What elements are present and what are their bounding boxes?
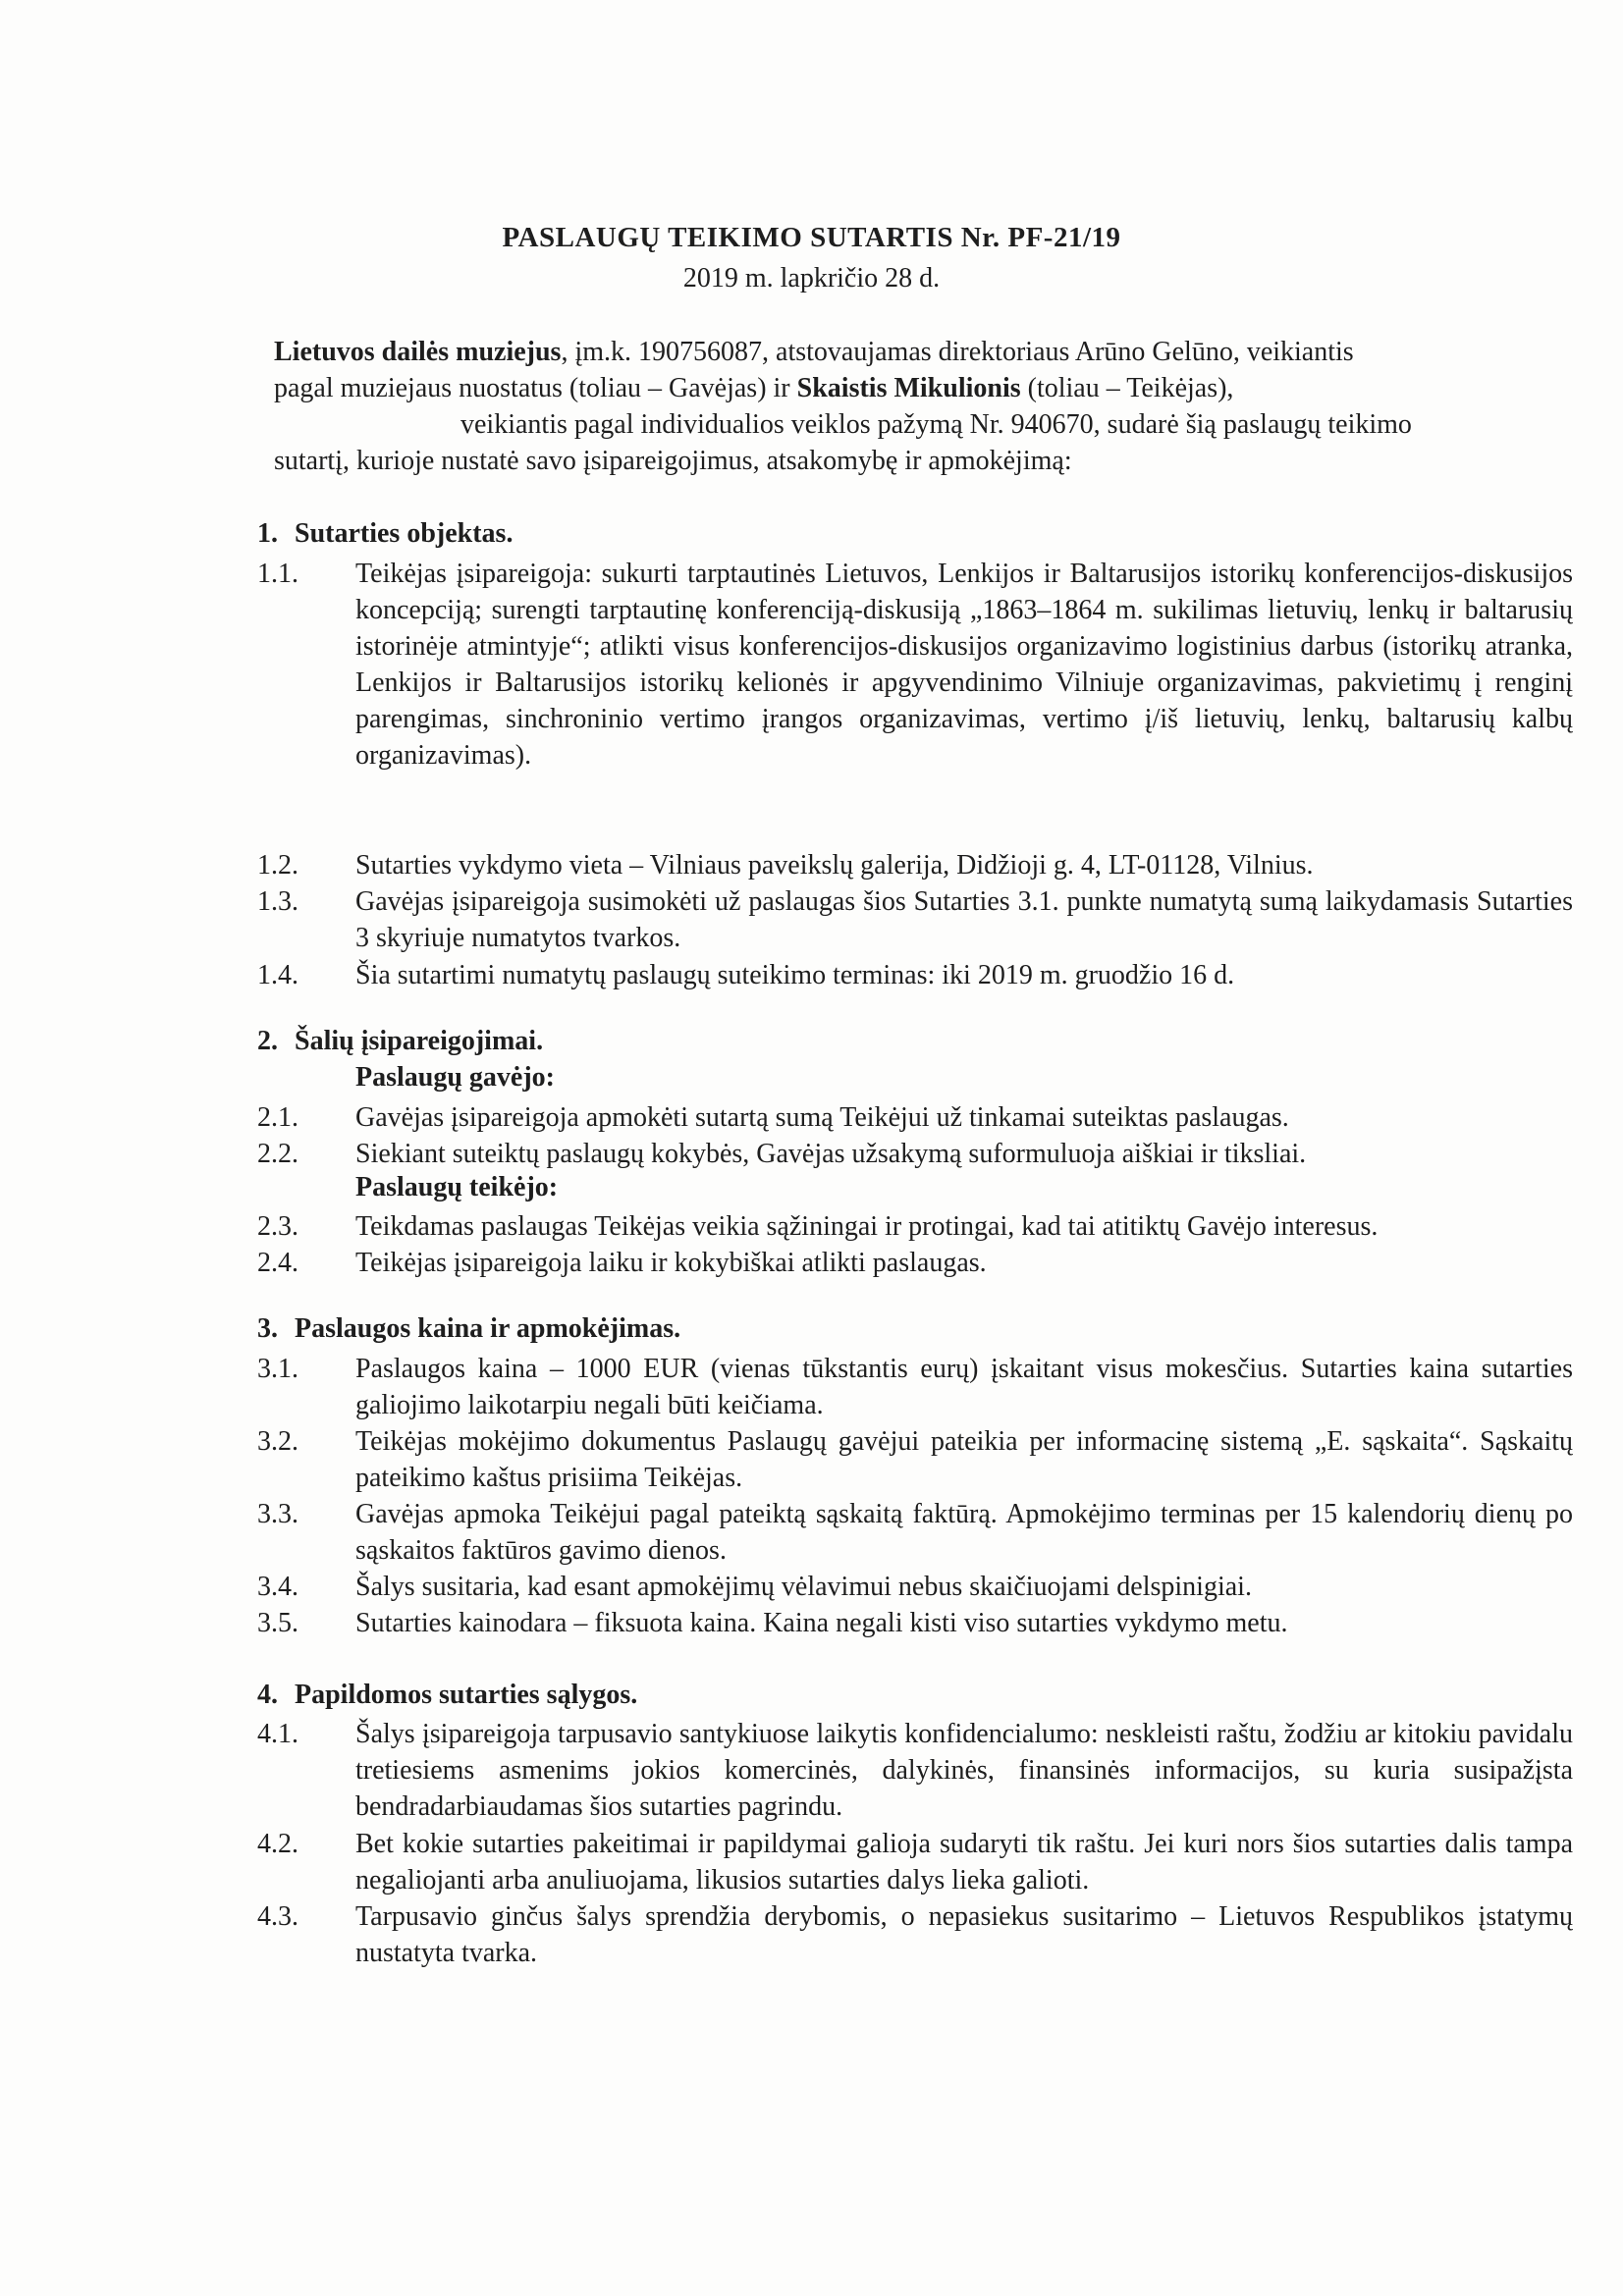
clause: 4.3. Tarpusavio ginčus šalys sprendžia derybomis, o nepasiekus susitarimo – Lietuvos Respublikos įstatymų nustatyta tvarka.	[257, 1901, 1573, 1968]
clause: 1.3. Gavėjas įsipareigoja susimokėti už paslaugas šios Sutarties 3.1. punkte numatytą sumą laikydamasis Sutarties 3 skyriuje numatytos tvarkos.	[257, 886, 1573, 953]
contract-title: PASLAUGŲ TEIKIMO SUTARTIS Nr. PF-21/19	[502, 222, 1121, 253]
clause: 4.1. Šalys įsipareigoja tarpusavio santykiuose laikytis konfidencialumo: neskleisti raštu, žodžiu ar kitokiu pavidalu tretiesiems asmenims jokios komercinės, dalykinės, finansinės informacijos, su kuria susipažįsta bendradarbiaudamas šios sutarties pagrindu.	[257, 1719, 1573, 1822]
intro-line-2-start: pagal muziejaus nuostatus (toliau – Gavėjas) ir	[274, 373, 797, 403]
clause: 3.1. Paslaugos kaina – 1000 EUR (vienas tūkstantis eurų) įskaitant visus mokesčius. Sutarties kaina sutarties galiojimo laikotarpiu negali būti keičiama.	[257, 1354, 1573, 1420]
contract-date: 2019 m. lapkričio 28 d.	[682, 263, 941, 294]
clause: 4.2. Bet kokie sutarties pakeitimai ir papildymai galioja sudaryti tik raštu. Jei kuri nors šios sutarties dalis tampa negaliojanti arba anuliuojama, likusios sutarties dalys lieka galioti.	[257, 1829, 1573, 1896]
section-heading: 1. Sutarties objektas.	[257, 518, 514, 549]
clause: 3.5. Sutarties kainodara – fiksuota kaina. Kaina negali kisti viso sutarties vykdymo metu.	[257, 1608, 1288, 1638]
clause: 2.4. Teikėjas įsipareigoja laiku ir kokybiškai atlikti paslaugas.	[257, 1248, 987, 1278]
intro-line-1	[274, 334, 1575, 370]
subheading-recipient: Paslaugų gavėjo:	[355, 1062, 555, 1093]
clause: 1.1. Teikėjas įsipareigoja: sukurti tarptautinės Lietuvos, Lenkijos ir Baltarusijos istorikų konferencijos-diskusijos koncepciją; surengti tarptautinę konferenciją-diskusiją „1863–1864 m. sukilimas lietuvių, lenkų ir baltarusių istorinėje atmintyje“; atlikti visus konferencijos-diskusijos organizavimo logistinius darbus (istorikų atranka, Lenkijos ir Baltarusijos istorikų kelionės ir apgyvendinimo Vilniuje organizavimas, pakvietimų į renginį parengimas, sinchroninio vertimo įrangos organizavimas, vertimo į/iš lietuvių, lenkų, baltarusių kalbų organizavimas).	[257, 559, 1573, 771]
section-heading: 2. Šalių įsipareigojimai.	[257, 1026, 544, 1056]
clause: 3.4. Šalys susitaria, kad esant apmokėjimų vėlavimui nebus skaičiuojami delspinigiai.	[257, 1572, 1252, 1602]
clause: 3.2. Teikėjas mokėjimo dokumentus Paslaugų gavėjui pateikia per informacinę sistemą „E. sąskaita“. Sąskaitų pateikimo kaštus prisiima Teikėjas.	[257, 1426, 1573, 1493]
party2-name: Skaistis Mikulionis	[796, 373, 1021, 403]
party1-name: Lietuvos dailės muziejus	[274, 337, 562, 367]
clause: 2.1. Gavėjas įsipareigoja apmokėti sutartą sumą Teikėjui už tinkamai suteiktas paslaugas.	[257, 1102, 1289, 1133]
clause: 1.4. Šia sutartimi numatytų paslaugų suteikimo terminas: iki 2019 m. gruodžio 16 d.	[257, 960, 1235, 990]
intro-line-2-end: (toliau – Teikėjas),	[1020, 373, 1234, 403]
intro-line-4: sutartį, kurioje nustatė savo įsipareigojimus, atsakomybę ir apmokėjimą:	[274, 446, 1072, 476]
intro-line-2	[274, 370, 1575, 406]
section-heading: 3. Paslaugos kaina ir apmokėjimas.	[257, 1313, 681, 1344]
clause: 1.2. Sutarties vykdymo vieta – Vilniaus paveikslų galerija, Didžioji g. 4, LT-01128, Vilnius.	[257, 850, 1314, 881]
intro-paragraph	[274, 334, 1575, 479]
section-heading: 4. Papildomos sutarties sąlygos.	[257, 1680, 638, 1710]
clause: 3.3. Gavėjas apmoka Teikėjui pagal pateiktą sąskaitą faktūrą. Apmokėjimo terminas per 15 kalendorių dienų po sąskaitos faktūros gavimo dienos.	[257, 1499, 1573, 1566]
clause: 2.3. Teikdamas paslaugas Teikėjas veikia sąžiningai ir protingai, kad tai atitiktų Gavėjo interesus.	[257, 1211, 1379, 1242]
intro-line-1-rest: , įm.k. 190756087, atstovaujamas direktoriaus Arūno Gelūno, veikiantis	[561, 337, 1354, 367]
clause: 2.2. Siekiant suteiktų paslaugų kokybės, Gavėjas užsakymą suformuluoja aiškiai ir tiksliai.	[257, 1139, 1307, 1169]
subheading-provider: Paslaugų teikėjo:	[355, 1172, 559, 1202]
intro-line-3: veikiantis pagal individualios veiklos pažymą Nr. 940670, sudarė šią paslaugų teikimo	[460, 409, 1412, 440]
